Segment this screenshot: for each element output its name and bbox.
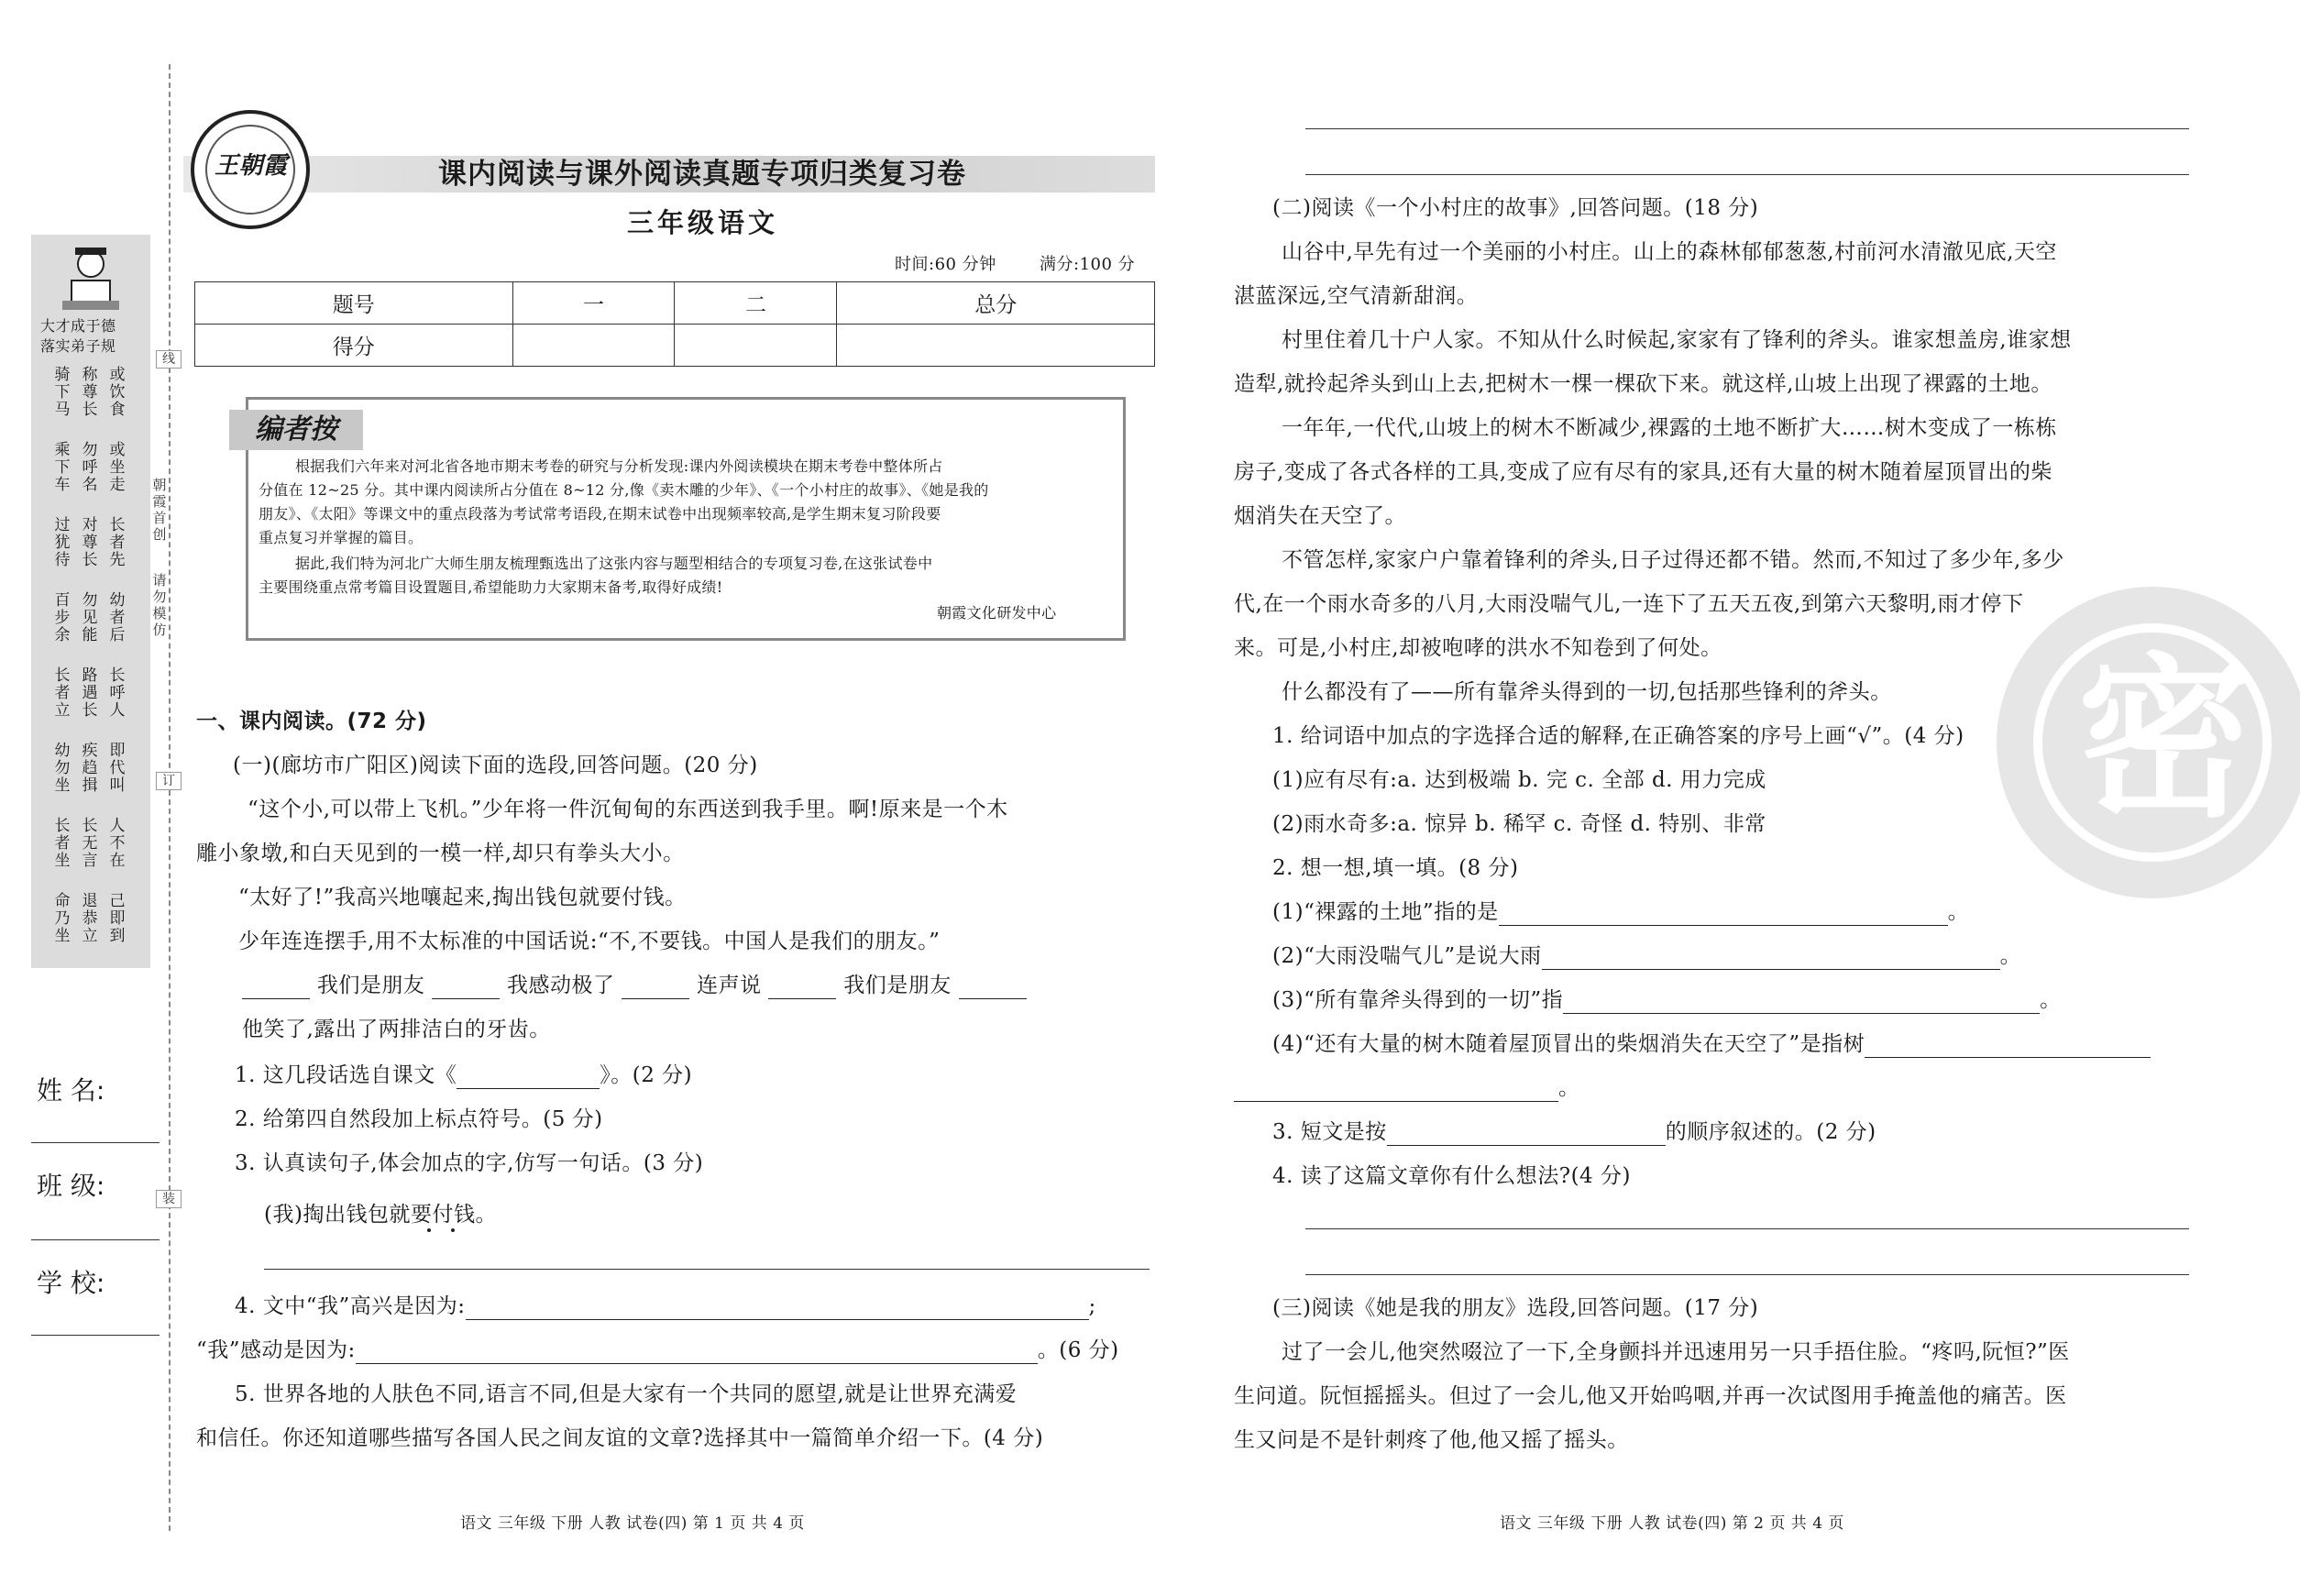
name-field[interactable] (31, 1142, 160, 1143)
passage-text: 造犁,就拎起斧头到山上去,把树木一棵一棵砍下来。就这样,山坡上出现了裸露的土地。 (1234, 372, 2052, 396)
passage-text: 来。可是,小村庄,却被咆哮的洪水不知卷到了何处。 (1234, 636, 1722, 660)
sidebar-col: 长者先 (109, 516, 126, 569)
punctuation-blank[interactable] (959, 979, 1027, 999)
editor-note-line: 分值在 12~25 分。其中课内阅读所占分值在 8~12 分,像《卖木雕的少年》、《一个小村庄的故事》、《她是我的 (259, 481, 989, 499)
sidebar-col: 命乃坐 (54, 892, 71, 945)
sidebar-col: 或饮食 (109, 366, 126, 419)
answer-blank[interactable] (1499, 906, 1948, 926)
punctuation-blank[interactable] (432, 979, 500, 999)
sidebar-col: 称尊长 (82, 366, 98, 419)
answer-blank[interactable] (466, 1300, 1089, 1320)
passage-text: 生问道。阮恒摇摇头。但过了一会儿,他又开始呜咽,并再一次试图用手掩盖他的痛苦。医 (1234, 1384, 2067, 1408)
answer-line[interactable] (1305, 1274, 2189, 1275)
brand-logo-text: 王朝霞 (215, 152, 288, 180)
class-label: 班 级: (37, 1171, 105, 1201)
sidebar-col: 过犹待 (54, 516, 71, 569)
sidebar-col: 长呼人 (109, 666, 126, 720)
emphasis-dot (427, 1228, 431, 1232)
answer-line[interactable] (264, 1269, 1150, 1270)
sidebar-col: 或坐走 (109, 441, 126, 494)
sidebar-col: 即代叫 (109, 742, 126, 795)
answer-line[interactable] (1305, 128, 2189, 129)
question-4: 4. 读了这篇文章你有什么想法?(4 分) (1272, 1164, 1631, 1188)
question-3-example: (我)掏出钱包就要付钱。 (264, 1203, 497, 1227)
page-title: 课内阅读与课外阅读真题专项归类复习卷 (438, 158, 966, 191)
question-2-2: (2)“大雨没喘气儿”是说大雨 。 (1272, 944, 2022, 968)
score-cell[interactable] (837, 325, 1155, 367)
page-subtitle: 三年级语文 (627, 207, 779, 238)
score-header: 一 (512, 282, 675, 325)
punctuation-blank[interactable] (622, 979, 689, 999)
fold-tag: 线 (156, 350, 182, 369)
footer-page-2: 语文 三年级 下册 人教 试卷(四) 第 2 页 共 4 页 (1500, 1514, 1844, 1533)
answer-blank[interactable] (1542, 950, 2000, 970)
editor-note-line: 朋友》、《太阳》等课文中的重点段落为考试常考语段,在期末试卷中出现频率较高,是学生期末复习阶段要 (259, 505, 941, 523)
sidebar-col: 路遇长 (82, 666, 98, 720)
editor-note-signature: 朝霞文化研发中心 (937, 604, 1057, 622)
sidebar-col: 长者立 (54, 666, 71, 720)
school-label: 学 校: (37, 1268, 105, 1298)
sidebar-col: 退恭立 (82, 892, 98, 945)
answer-blank[interactable] (457, 1069, 600, 1089)
sidebar-col: 勿呼名 (82, 441, 98, 494)
time-limit: 时间:60 分钟 (895, 255, 996, 274)
answer-line[interactable] (1305, 1228, 2189, 1229)
class-field[interactable] (31, 1239, 160, 1240)
question-2-4: (4)“还有大量的树木随着屋顶冒出的柴烟消失在天空了”是指树 (1272, 1030, 2151, 1058)
sidebar-col: 幼者后 (109, 591, 126, 644)
binding-fold-line (169, 64, 171, 1531)
question-2-3: (3)“所有靠斧头得到的一切”指 。 (1272, 988, 2062, 1012)
answer-line[interactable] (1305, 174, 2189, 175)
sidebar-col: 己即到 (109, 892, 126, 945)
part2-title: (二)阅读《一个小村庄的故事》,回答问题。(18 分) (1272, 196, 1759, 220)
editor-note-line: 根据我们六年来对河北省各地市期末考卷的研究与分析发现:课内外阅读模块在期末考卷中整体所占 (295, 457, 943, 475)
sidebar-col: 对尊长 (82, 516, 98, 569)
answer-blank[interactable] (1865, 1038, 2151, 1058)
sidebar-col: 长无言 (82, 817, 98, 870)
editor-note-title: 编者按 (229, 410, 363, 450)
sidebar-col: 幼勿坐 (54, 742, 71, 795)
fold-note: 请勿模仿 (152, 572, 167, 638)
part1-title: (一)(廊坊市广阳区)阅读下面的选段,回答问题。(20 分) (233, 754, 758, 777)
fold-note: 朝霞首创 (152, 477, 167, 543)
question-5: 和信任。你还知道哪些描写各国人民之间友谊的文章?选择其中一篇简单介绍一下。(4 分) (196, 1426, 1044, 1450)
question-2-1: (1)“裸露的土地”指的是 。 (1272, 900, 1970, 924)
scholar-figure-icon (57, 244, 125, 314)
passage-text: “这个小,可以带上飞机。”少年将一件沉甸甸的东西送到我手里。啊!原来是一个木 (248, 798, 1008, 821)
passage-text: 生又问是不是针刺疼了他,他又摇了摇头。 (1234, 1428, 1629, 1452)
answer-blank[interactable] (356, 1344, 1038, 1364)
question-2-4-cont: 。 (1234, 1074, 1580, 1102)
question-1: 1. 这几段话选自课文《 》。(2 分) (235, 1063, 693, 1087)
sidebar-col: 百步余 (54, 591, 71, 644)
total-score: 满分:100 分 (1040, 255, 1136, 274)
footer-page-1: 语文 三年级 下册 人教 试卷(四) 第 1 页 共 4 页 (460, 1514, 805, 1533)
part3-title: (三)阅读《她是我的朋友》选段,回答问题。(17 分) (1272, 1296, 1759, 1320)
question-1: 1. 给词语中加点的字选择合适的解释,在正确答案的序号上画“√”。(4 分) (1272, 724, 1964, 748)
passage-text: 什么都没有了——所有靠斧头得到的一切,包括那些锋利的斧头。 (1282, 680, 1892, 704)
punctuation-exercise: 我们是朋友 我感动极了 连声说 我们是朋友 (242, 972, 1027, 999)
passage-text: 村里住着几十户人家。不知从什么时候起,家家有了锋利的斧头。谁家想盖房,谁家想 (1282, 328, 2072, 352)
sidebar-col: 长者坐 (54, 817, 71, 870)
question-4: 4. 文中“我”高兴是因为: ; (235, 1294, 1096, 1318)
question-5: 5. 世界各地的人肤色不同,语言不同,但是大家有一个共同的愿望,就是让世界充满爱 (235, 1382, 1018, 1406)
sidebar-col: 勿见能 (82, 591, 98, 644)
score-header: 题号 (195, 282, 513, 325)
passage-text: 房子,变成了各式各样的工具,变成了应有尽有的家具,还有大量的树木随着屋顶冒出的柴 (1234, 460, 2052, 484)
passage-text: 过了一会儿,他突然啜泣了一下,全身颤抖并迅速用另一只手捂住脸。“疼吗,阮恒?”医 (1282, 1340, 2070, 1364)
fold-tag: 订 (156, 772, 182, 790)
score-header: 总分 (837, 282, 1155, 325)
punctuation-blank[interactable] (242, 979, 310, 999)
passage-text: 少年连连摆手,用不太标准的中国话说:“不,不要钱。中国人是我们的朋友。” (238, 930, 941, 953)
question-2: 2. 想一想,填一填。(8 分) (1272, 856, 1519, 880)
question-3: 3. 认真读句子,体会加点的字,仿写一句话。(3 分) (235, 1151, 704, 1175)
passage-text: 代,在一个雨水奇多的八月,大雨没喘气儿,一连下了五天五夜,到第六天黎明,雨才停下 (1234, 592, 2024, 616)
sidebar-col: 骑下马 (54, 366, 71, 419)
question-1-option[interactable]: (2)雨水奇多:a. 惊异 b. 稀罕 c. 奇怪 d. 特别、非常 (1272, 812, 1766, 836)
passage-text: 不管怎样,家家户户靠着锋利的斧头,日子过得还都不错。然而,不知过了多少年,多少 (1282, 548, 2064, 572)
punctuation-blank[interactable] (768, 979, 836, 999)
editor-note-line: 重点复习并掌握的篇目。 (259, 529, 424, 546)
passage-text: 烟消失在天空了。 (1234, 504, 1406, 528)
score-cell[interactable] (512, 325, 675, 367)
fold-tag: 装 (156, 1190, 182, 1208)
passage-text: 一年年,一代代,山坡上的树木不断减少,裸露的土地不断扩大……树木变成了一栋栋 (1282, 416, 2057, 440)
sidebar-col: 疾趋揖 (82, 742, 98, 795)
answer-blank[interactable] (1234, 1082, 1558, 1102)
score-row-label: 得分 (195, 325, 513, 367)
question-3: 3. 短文是按 的顺序叙述的。(2 分) (1272, 1120, 1876, 1144)
question-1-option[interactable]: (1)应有尽有:a. 达到极端 b. 完 c. 全部 d. 用力完成 (1272, 768, 1766, 792)
sidebar-col: 人不在 (109, 817, 126, 870)
editor-note-line: 据此,我们特为河北广大师生朋友梳理甄选出了这张内容与题型相结合的专项复习卷,在这张试卷中 (295, 555, 933, 572)
score-cell[interactable] (675, 325, 837, 367)
emphasis-dot (451, 1228, 455, 1232)
school-field[interactable] (31, 1335, 160, 1336)
confidential-seal-text: 密 (2077, 636, 2252, 841)
passage-text: 山谷中,早先有过一个美丽的小村庄。山上的森林郁郁葱葱,村前河水清澈见底,天空 (1282, 240, 2057, 264)
answer-blank[interactable] (1387, 1126, 1666, 1146)
sidebar-col: 乘下车 (54, 441, 71, 494)
score-table (194, 281, 1155, 367)
passage-text: 他笑了,露出了两排洁白的牙齿。 (242, 1018, 551, 1041)
score-header: 二 (675, 282, 837, 325)
passage-text: 湛蓝深远,空气清新甜润。 (1234, 284, 1479, 308)
answer-blank[interactable] (1563, 994, 2040, 1014)
name-label: 姓 名: (37, 1075, 105, 1106)
passage-text: “太好了!”我高兴地嚷起来,掏出钱包就要付钱。 (238, 886, 687, 909)
sidebar-motto-2: 落实弟子规 (40, 337, 116, 355)
question-2: 2. 给第四自然段加上标点符号。(5 分) (235, 1107, 603, 1131)
passage-text: 雕小象墩,和白天见到的一模一样,却只有拳头大小。 (196, 842, 685, 865)
sidebar-motto-1: 大才成于德 (40, 317, 116, 335)
question-4-b: “我”感动是因为: 。(6 分) (196, 1338, 1119, 1362)
editor-note-line: 主要围绕重点常考篇目设置题目,希望能助力大家期末备考,取得好成绩! (259, 578, 723, 596)
section-heading: 一、课内阅读。(72 分) (196, 710, 427, 733)
